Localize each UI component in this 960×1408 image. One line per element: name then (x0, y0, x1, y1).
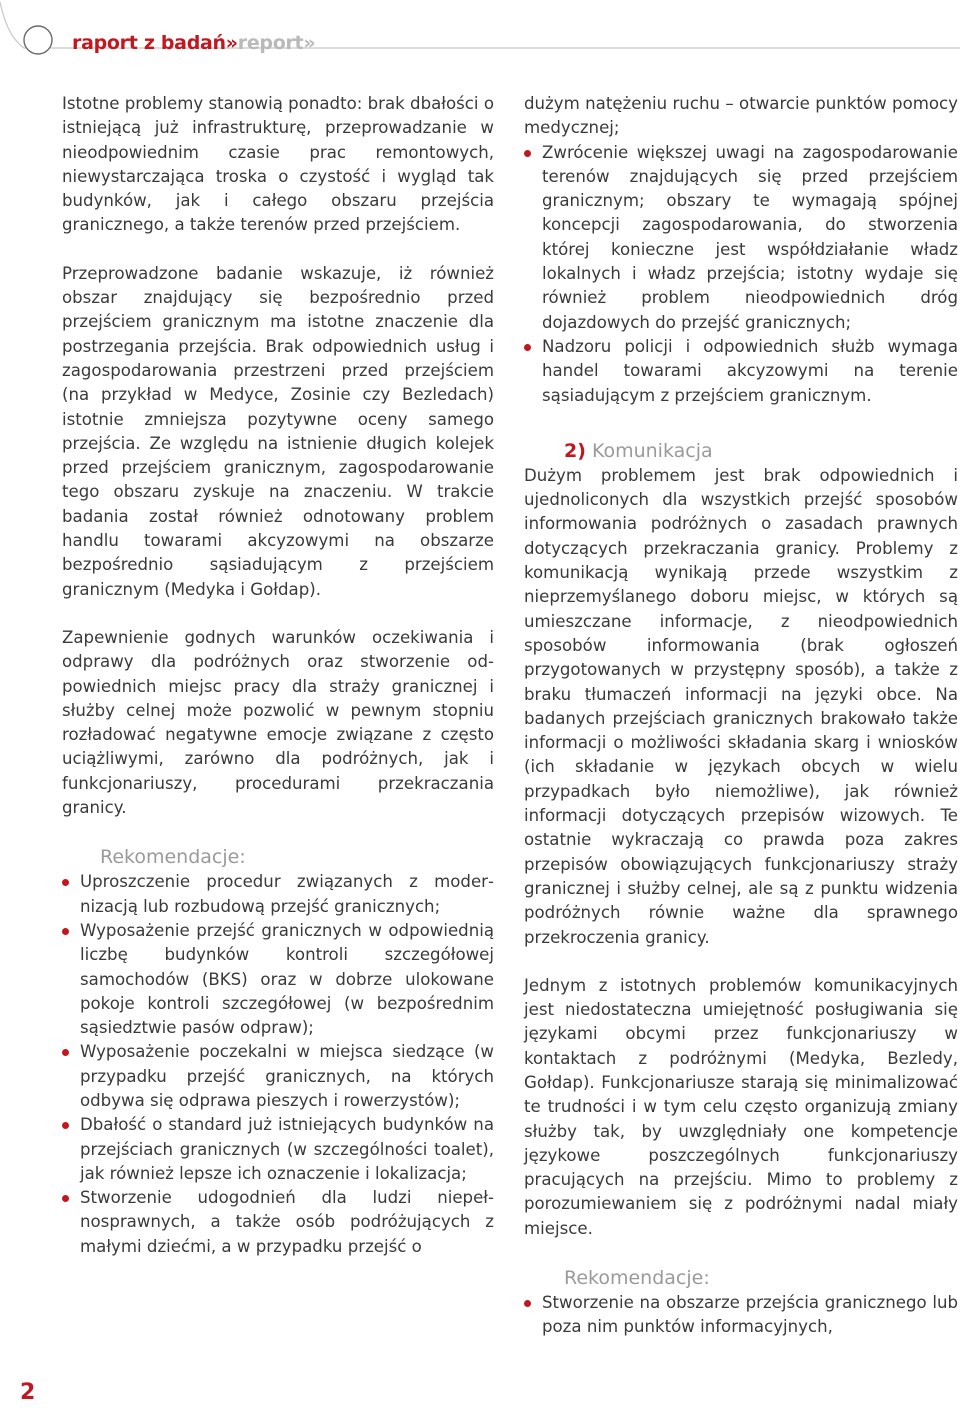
right-column (524, 92, 958, 1340)
recommendations-list (62, 870, 494, 1259)
list-item: Nadzoru policji i odpowiednich służb wymaga handel towarami akcyzowymi na terenie sąsiadującym z przejściem granicznym. (524, 335, 958, 408)
list-item: Stworzenie udogodnień dla ludzi niepełnosprawnych, a także osób podróżujących z małymi dziećmi, a w przypadku przejść o (62, 1186, 494, 1259)
recommendations-list (524, 1291, 958, 1340)
left-column (62, 92, 494, 1259)
recommendations-heading: Rekomendacje: (564, 1267, 710, 1290)
section-number: 2) (564, 439, 586, 462)
recommendations-list (524, 141, 958, 408)
header-section: raport z badań (72, 32, 226, 54)
recommendations-heading: Rekomendacje: (100, 846, 246, 869)
header-separator-2: » (303, 32, 316, 54)
header-subsection: report (237, 32, 304, 54)
page-header (0, 0, 960, 80)
section-title: Komunikacja (591, 439, 713, 462)
header-separator: » (225, 32, 238, 54)
list-item: Uproszczenie procedur związanych z modernizacją lub rozbudową przejść granicznych; (62, 870, 494, 919)
paragraph: Zapewnienie godnych warunków oczekiwania i odprawy dla podróżnych oraz stworzenie odpowiednich miejsc pracy dla straży granicznej i służby celnej może pozwolić w pewnym stopniu rozładować negatywne emocje związane z często uciążliwymi, zarówno dla podróżnych, jak i funkcjonariuszy, procedurami przekraczania granicy. (62, 627, 494, 818)
list-item: Wyposażenie poczekalni w miejsca siedzące (w przypadku przejść granicznych, na których odbywa się odprawa pieszych i rowerzystów); (62, 1040, 494, 1113)
header-title (72, 32, 315, 54)
list-item: Dbałość o standard już istniejących budynków na przejściach granicznych (w szczególności toalet), jak również lepsze ich oznaczenie i lokalizacja; (62, 1113, 494, 1186)
paragraph: Dużym problemem jest brak odpowiednich i ujednoliconych dla wszystkich przejść sposobów informowania podróżnych o zasadach prawnych dotyczących przekraczania granicy. Problemy z komunikacją wynikają przede wszystkim z nieprzemyślanego doboru miejsc, w których są umieszczane informacje, z nieodpowiednich sposobów informowania (brak ogłoszeń przygotowanych w przystępny sposób), a także z braku tłumaczeń informacji na języki obce. Na badanych przejściach granicznych brakowało także informacji o możliwości składania skarg i wniosków (ich składanie w językach obcych w wielu przypadkach było niemożliwe), jak również informacji dotyczących przepisów wizowych. Te ostatnie wykraczają co prawda poza zakres przepisów obowiązujących funkcjonariuszy straży granicznej i służby celnej, ale są z punktu widzenia podróżnych równie ważne dla sprawnego przekroczenia granicy. (524, 465, 958, 947)
list-item: Wyposażenie przejść granicznych w odpowiednią liczbę budynków kontroli szczegółowej samochodów (BKS) oraz w dobrze ulokowane pokoje kontroli szczegółowej (w bezpośrednim sąsiedztwie pasów odpraw); (62, 919, 494, 1040)
continued-text: dużym natężeniu ruchu – otwarcie punktów pomocy medycznej; (524, 94, 958, 138)
paragraph: Jednym z istotnych problemów komunikacyjnych jest niedostateczna umiejętność posługiwania się językami obcymi przez funkcjonariuszy w kontaktach z podróżnymi (Medyka, Bezledy, Gołdap). Funkcjonariusze starają się minimalizować te trudności i w tym celu często organizują zmiany służby tak, by uwzględniały one kompetencje językowe poszczególnych funkcjonariuszy pracujących na przejściu. Mimo to problemy z porozumiewaniem się z podróżnymi nadal miały miejsce. (524, 975, 958, 1238)
paragraph: Przeprowadzone badanie wskazuje, iż również obszar znajdujący się bezpośrednio przed przejściem granicznym ma istotne znaczenie dla postrzegania przejścia. Brak odpowiednich usług i zagospodarowania przestrzeni przed przejściem (na przykład w Medyce, Zosinie czy Bezledach) istotnie zmniejsza pozytywne oceny samego przejścia. Ze względu na istnienie długich kolejek przed przejściem granicznym, zagospodarowanie tego obszaru zyskuje na znaczeniu. W trakcie badania został również odnotowany problem handlu towarami akcyzowymi na obszarze bezpośrednio sąsiadującym z przejściem granicznym (Medyka i Gołdap). (62, 263, 494, 599)
section-heading (524, 438, 958, 464)
list-item: Zwrócenie większej uwagi na zagospodarowanie terenów znajdujących się przed przejściem granicznym; obszary te wymagają spójnej koncepcji zagospodarowania, do stworzenia której konieczne jest współdziałanie władz lokalnych i władz przejścia; istotny wydaje się również problem nieodpowiednich dróg dojazdowych do przejść granicznych; (524, 141, 958, 335)
page-number: 2 (20, 1380, 36, 1405)
list-item: Stworzenie na obszarze przejścia granicznego lub poza nim punktów informacyjnych, (524, 1291, 958, 1340)
paragraph: Istotne problemy stanowią ponadto: brak dbałości o istniejącą już infrastrukturę, przeprowadzanie w nieodpowiednim czasie prac remontowych, niewystarczająca troska o czystość i wygląd tak budynków, jak i całego obszaru przejścia granicznego, a także terenów przed przejściem. (62, 94, 494, 235)
